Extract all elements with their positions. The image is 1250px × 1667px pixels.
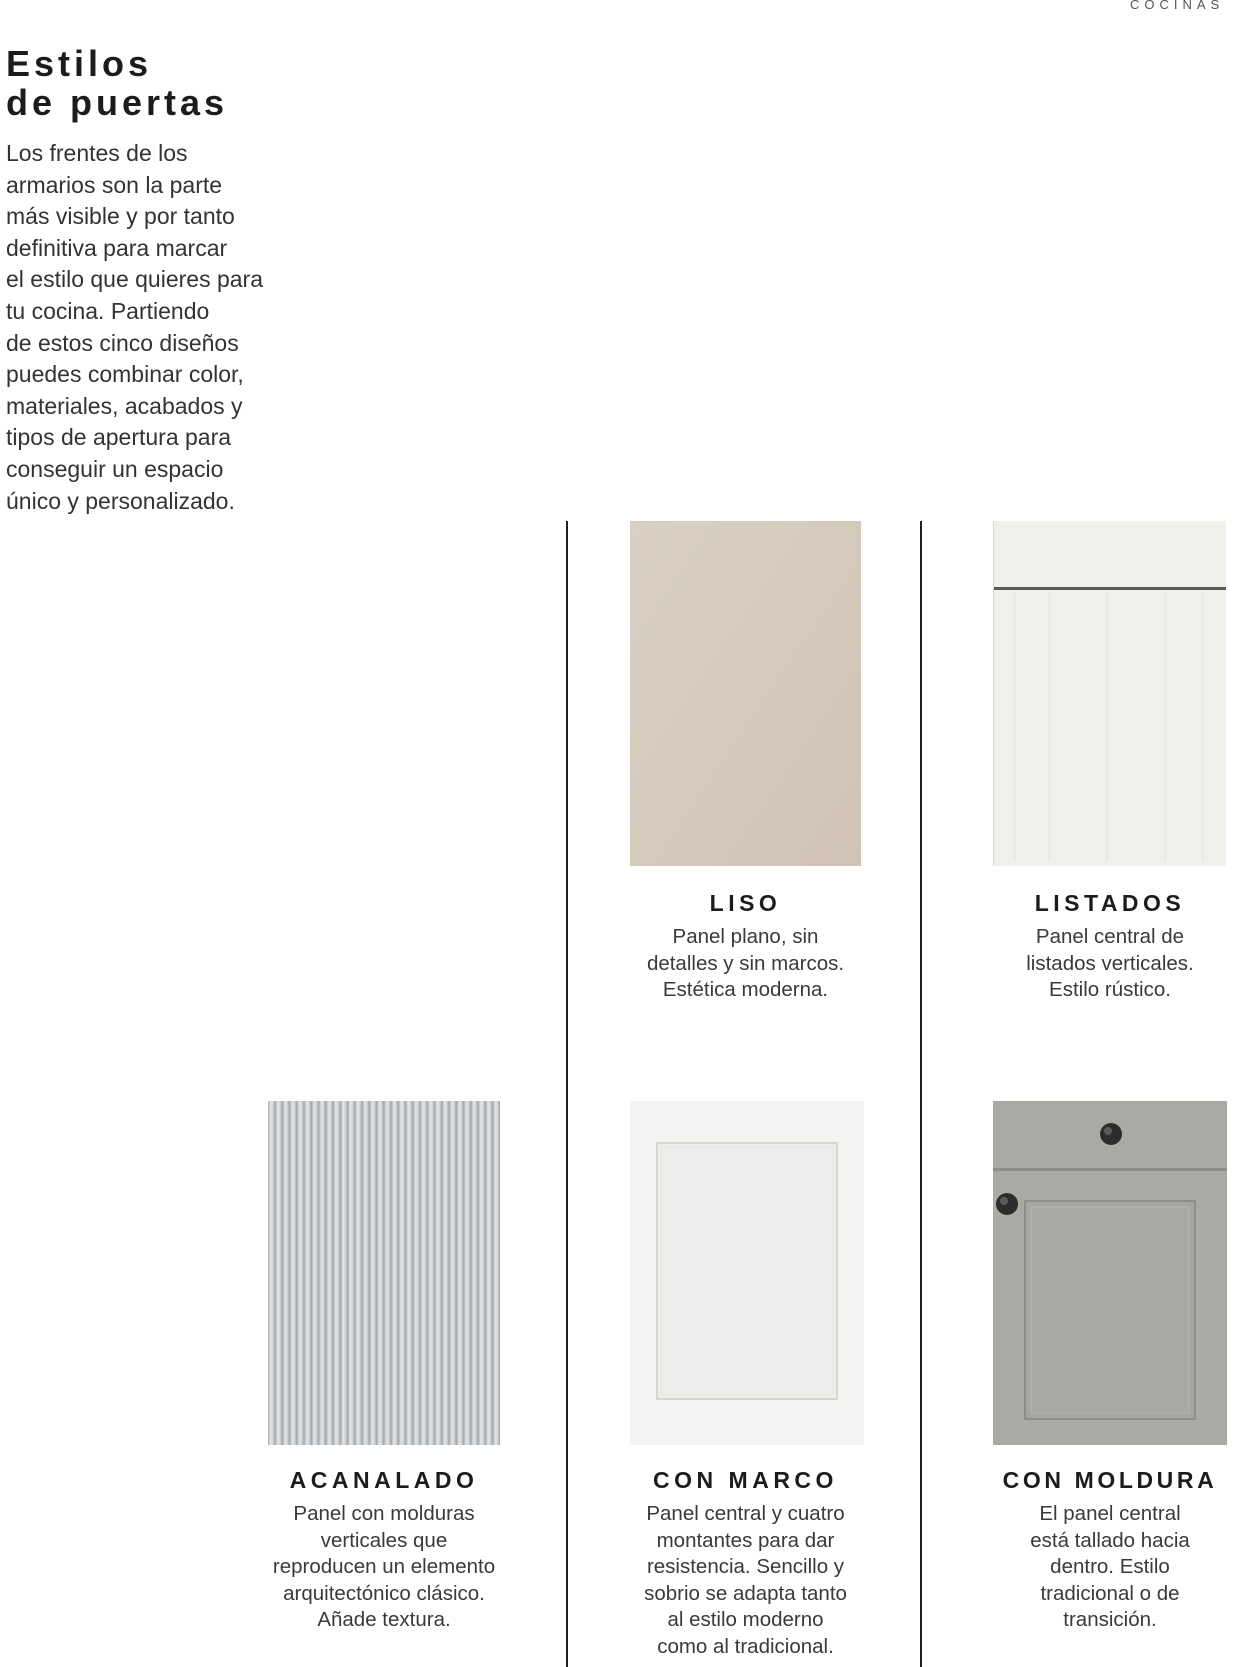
door-image-listados [993, 521, 1226, 866]
desc-line: verticales que [320, 1528, 448, 1552]
intro-line: puedes combinar color, [6, 361, 244, 388]
desc-line: resistencia. Sencillo y [646, 1555, 845, 1578]
desc-line: Panel central de [1035, 925, 1185, 948]
title-line: de puertas [6, 82, 229, 123]
intro-line: único y personalizado. [6, 487, 235, 514]
desc-line: Panel plano, sin [672, 925, 819, 948]
door-image-acanalado [268, 1101, 500, 1445]
desc-line: Panel central y cuatro [646, 1502, 845, 1525]
style-card-liso [595, 888, 896, 1004]
intro-line: el estilo que quieres para [6, 266, 263, 293]
desc-line: Añade textura. [317, 1608, 451, 1631]
intro-line: Los frentes de los [6, 140, 188, 166]
style-name: ACANALADO [289, 1467, 479, 1493]
style-description [960, 924, 1250, 1004]
intro-line: de estos cinco diseños [6, 329, 239, 356]
style-name: LISTADOS [1034, 890, 1186, 916]
style-description [595, 924, 896, 1004]
section-label: COCINAS [1130, 0, 1225, 12]
desc-line: arquitectónico clásico. [283, 1581, 485, 1605]
desc-line: transición. [1063, 1608, 1157, 1631]
style-description [234, 1501, 534, 1634]
style-card-acanalado [234, 1465, 534, 1634]
desc-line: como al tradicional. [657, 1634, 834, 1658]
desc-line: al estilo moderno [667, 1608, 824, 1631]
style-card-con-marco [595, 1465, 896, 1660]
desc-line: tradicional o de [1040, 1581, 1180, 1605]
desc-line: sobrio se adapta tanto [644, 1581, 847, 1605]
desc-line: detalles y sin marcos. [646, 951, 845, 975]
intro-line: más visible y por tanto [6, 203, 235, 230]
desc-line: Estilo rústico. [1049, 978, 1171, 1001]
style-description [595, 1501, 896, 1660]
intro-line: materiales, acabados y [6, 392, 243, 419]
column-divider [920, 521, 922, 1667]
style-name: LISO [709, 890, 782, 916]
intro-line: tipos de apertura para [6, 424, 232, 451]
door-image-liso [630, 521, 861, 866]
intro-paragraph [6, 138, 316, 517]
style-description [960, 1501, 1250, 1634]
intro-line: definitiva para marcar [6, 234, 228, 261]
intro-line: conseguir un espacio [6, 455, 224, 482]
column-divider [566, 521, 568, 1667]
title-line: Estilos [6, 43, 153, 84]
intro-line: armarios son la parte [6, 171, 223, 198]
style-name: CON MARCO [653, 1467, 838, 1493]
desc-line: El panel central [1039, 1502, 1181, 1525]
desc-line: Panel con molduras [293, 1502, 475, 1525]
desc-line: montantes para dar [656, 1528, 835, 1552]
door-image-con-marco [630, 1101, 864, 1445]
desc-line: reproducen un elemento [272, 1555, 496, 1578]
desc-line: está tallado hacia [1030, 1528, 1190, 1552]
desc-line: Estética moderna. [662, 978, 829, 1001]
page-title [6, 44, 228, 122]
style-card-listados [960, 888, 1250, 1004]
style-card-con-moldura [960, 1465, 1250, 1634]
intro-line: tu cocina. Partiendo [6, 297, 210, 324]
style-name: CON MOLDURA [1002, 1467, 1218, 1493]
desc-line: listados verticales. [1026, 951, 1194, 975]
desc-line: dentro. Estilo [1050, 1555, 1170, 1578]
door-image-con-moldura [993, 1101, 1227, 1445]
